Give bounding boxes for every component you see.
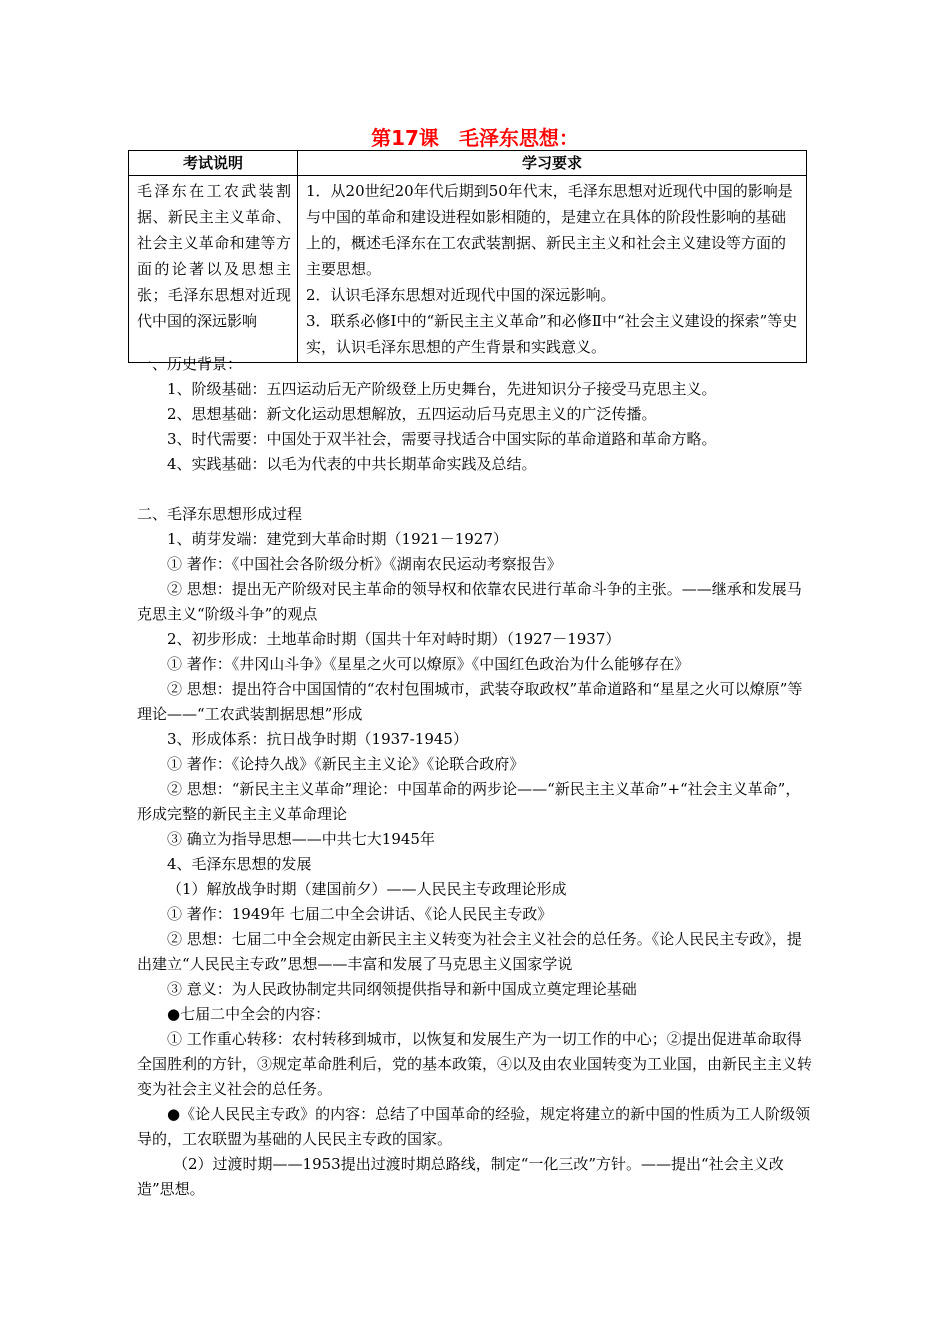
- paragraph: ③ 意义：为人民政协制定共同纲领提供指导和新中国成立奠定理论基础: [167, 980, 637, 998]
- list-item: 3、时代需要：中国处于双半社会，需要寻找适合中国实际的革命道路和革命方略。: [167, 430, 717, 448]
- section-heading: 二、毛泽东思想形成过程: [137, 505, 303, 523]
- paragraph: 4、毛泽东思想的发展: [167, 855, 312, 873]
- paragraph: ① 工作重心转移：农村转移到城市，以恢复和发展生产为一切工作的中心；②提出促进革命取得全国胜利的方针，③规定革命胜利后，党的基本政策，④以及由农业国转变为工业国，由新民主主义转变为社会主义社会的总任务。: [137, 1030, 813, 1098]
- list-item: 1、阶级基础：五四运动后无产阶级登上历史舞台，先进知识分子接受马克思主义。: [167, 380, 717, 398]
- spacer: [137, 477, 813, 502]
- paragraph: ② 思想：“新民主主义革命”理论：中国革命的两步论——“新民主主义革命”+“社会主义革命”，形成完整的新民主主义革命理论: [137, 780, 801, 823]
- paragraph: 1、萌芽发端：建党到大革命时期（1921－1927）: [167, 530, 508, 548]
- paragraph: ●七届二中全会的内容：: [167, 1005, 331, 1023]
- requirement-item: 1．从20世纪20年代后期到50年代末，毛泽东思想对近现代中国的影响是与中国的革命和建设进程如影相随的，是建立在具体的阶段性影响的基础上的，概述毛泽东在工农武装割据、新民主主义和社会主义建设等方面的主要思想。: [306, 182, 793, 278]
- lesson-title: 第17课 毛泽东思想：: [371, 126, 579, 150]
- list-item: 4、实践基础：以毛为代表的中共长期革命实践及总结。: [167, 455, 537, 473]
- requirement-item: 3．联系必修Ⅰ中的“新民主主义革命”和必修Ⅱ中“社会主义建设的探索”等史实，认识毛泽东思想的产生背景和实践意义。: [306, 312, 798, 356]
- paragraph: （2）过渡时期——1953提出过渡时期总路线，制定“一化三改”方针。——提出“社会主义改造”思想。: [137, 1155, 784, 1198]
- paragraph: ② 思想：提出无产阶级对民主革命的领导权和依靠农民进行革命斗争的主张。——继承和发展马克思主义“阶级斗争”的观点: [137, 580, 802, 623]
- paragraph: ① 著作：《论持久战》《新民主主义论》《论联合政府》: [167, 755, 525, 773]
- exam-description-cell: 毛泽东在工农武装割据、新民主主义革命、社会主义革命和建等方面的论著以及思想主张；毛泽东思想对近现代中国的深远影响: [129, 176, 298, 363]
- document-body: [137, 352, 813, 1202]
- paragraph: 2、初步形成：土地革命时期（国共十年对峙时期）（1927－1937）: [167, 630, 621, 648]
- table-row: [129, 176, 807, 363]
- paragraph: ③ 确立为指导思想——中共七大1945年: [167, 830, 435, 848]
- paragraph: ① 著作：《井冈山斗争》《星星之火可以燎原》《中国红色政治为什么能够存在》: [167, 655, 690, 673]
- paragraph: 3、形成体系：抗日战争时期（1937-1945）: [167, 730, 468, 748]
- header-learning-requirements: 学习要求: [298, 151, 807, 176]
- paragraph: ② 思想：提出符合中国国情的“农村包围城市，武装夺取政权”革命道路和“星星之火可以燎原”等理论——“工农武装割据思想”形成: [137, 680, 803, 723]
- list-item: 2、思想基础：新文化运动思想解放，五四运动后马克思主义的广泛传播。: [167, 405, 657, 423]
- paragraph: ① 著作：1949年 七届二中全会讲话、《论人民民主专政》: [167, 905, 553, 923]
- section-heading: 一、历史背景：: [137, 355, 243, 373]
- paragraph: （1）解放战争时期（建国前夕）——人民民主专政理论形成: [167, 880, 567, 898]
- exam-requirements-table: [128, 150, 807, 363]
- header-exam-description: 考试说明: [129, 151, 298, 176]
- paragraph: ① 著作：《中国社会各阶级分析》《湖南农民运动考察报告》: [167, 555, 562, 573]
- learning-requirements-cell: [298, 176, 807, 363]
- table-header-row: [129, 151, 807, 176]
- paragraph: ② 思想：七届二中全会规定由新民主主义转变为社会主义社会的总任务。《论人民民主专政》，提出建立“人民民主专政”思想——丰富和发展了马克思主义国家学说: [137, 930, 802, 973]
- paragraph: ●《论人民民主专政》的内容：总结了中国革命的经验，规定将建立的新中国的性质为工人阶级领导的，工农联盟为基础的人民民主专政的国家。: [137, 1105, 811, 1148]
- requirement-item: 2．认识毛泽东思想对近现代中国的深远影响。: [306, 286, 616, 304]
